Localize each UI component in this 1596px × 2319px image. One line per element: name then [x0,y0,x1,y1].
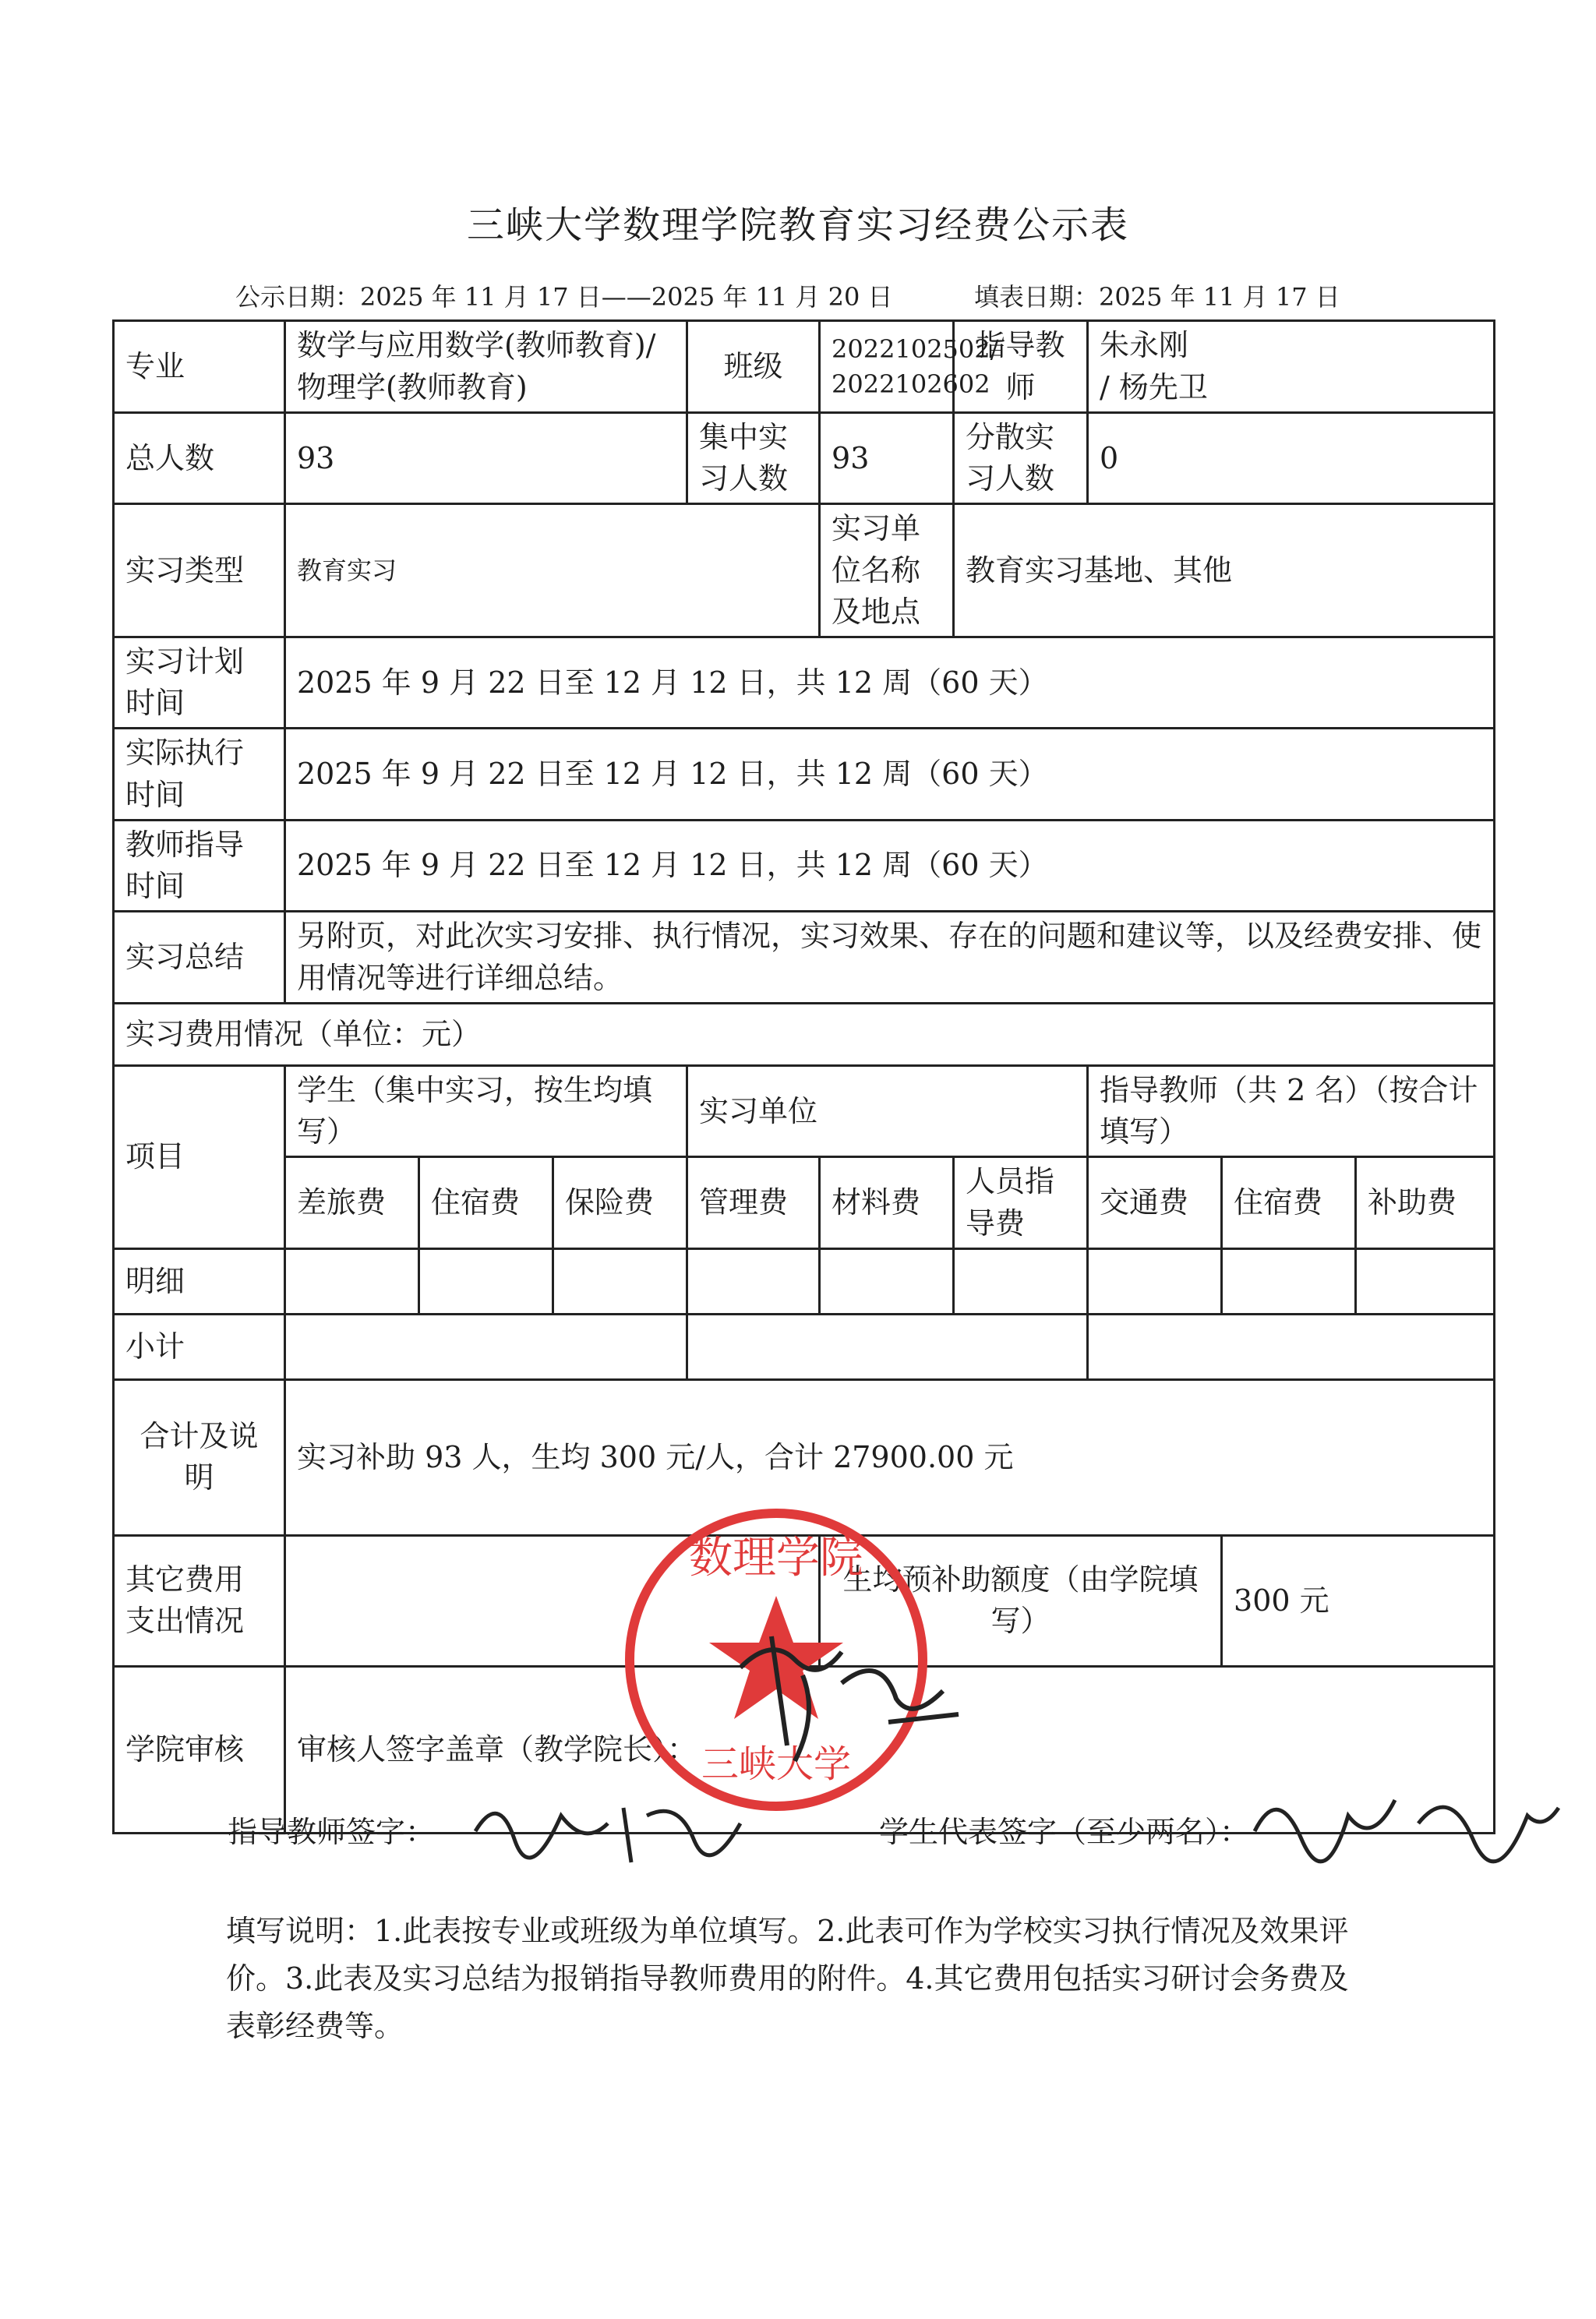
student-signatures [1247,1769,1566,1878]
col-insurance: 保险费 [553,1157,687,1248]
col-travel: 差旅费 [285,1157,419,1248]
class-label: 班级 [687,321,820,413]
detail-cell [1356,1248,1495,1314]
quota-value: 300 元 [1222,1535,1495,1666]
student-sign-label: 学生代表签字（至少两名）： [879,1815,1250,1849]
col-transport: 交通费 [1088,1157,1222,1248]
subtotal-label: 小计 [114,1314,285,1379]
detail-cell [1222,1248,1356,1314]
plan-value: 2025 年 9 月 22 日至 12 月 12 日，共 12 周（60 天） [285,637,1495,728]
col-lodging: 住宿费 [419,1157,553,1248]
item-label: 项目 [114,1066,285,1249]
detail-cell [1088,1248,1222,1314]
detail-cell [553,1248,687,1314]
teacher-signatures [468,1784,756,1870]
col-management: 管理费 [687,1157,820,1248]
student-group-header: 学生（集中实习，按生均填写） [285,1066,687,1157]
class-value-line2: 2022102602 [832,369,990,399]
scattered-value: 0 [1088,413,1495,504]
detail-label: 明细 [114,1248,285,1314]
total-value: 93 [285,413,687,504]
col-staff-guidance: 人员指导费 [954,1157,1088,1248]
subtotal-cell [687,1314,1088,1379]
unit-label: 实习单位名称及地点 [820,504,954,637]
type-value: 教育实习 [285,504,820,637]
unit-value: 教育实习基地、其他 [954,504,1495,637]
concentrated-value: 93 [820,413,954,504]
detail-cell [285,1248,419,1314]
guide-value: 2025 年 9 月 22 日至 12 月 12 日，共 12 周（60 天） [285,820,1495,911]
unit-group-header: 实习单位 [687,1066,1088,1157]
seal-text-top: 数理学院 [689,1533,863,1583]
total-note-value: 实习补助 93 人，生均 300 元/人，合计 27900.00 元 [285,1379,1495,1535]
col-subsidy: 补助费 [1356,1157,1495,1248]
total-label: 总人数 [114,413,285,504]
other-label: 其它费用支出情况 [114,1535,285,1666]
fill-date: 填表日期：2025 年 11 月 17 日 [974,282,1340,312]
subtotal-cell [1088,1314,1495,1379]
total-note-label: 合计及说明 [114,1379,285,1535]
guide-label: 教师指导时间 [114,820,285,911]
quota-label: 生均预补助额度（由学院填写） [820,1535,1222,1666]
teacher-sign-label: 指导教师签字： [228,1815,436,1849]
detail-cell [419,1248,553,1314]
page-title: 三峡大学数理学院教育实习经费公示表 [466,203,1129,247]
teacher-group-header: 指导教师（共 2 名）（按合计填写） [1088,1066,1495,1157]
major-value: 数学与应用数学(教师教育)/物理学(教师教育) [285,321,687,413]
concentrated-label: 集中实习人数 [687,413,820,504]
actual-value: 2025 年 9 月 22 日至 12 月 12 日，共 12 周（60 天） [285,729,1495,820]
teacher-value [1088,321,1495,413]
summary-value: 另附页，对此次实习安排、执行情况，实习效果、存在的问题和建议等，以及经费安排、使用情况等进行详细总结。 [285,912,1495,1004]
seal-text-bottom: 三峡大学 [701,1742,852,1786]
fill-instructions: 填写说明：1.此表按专业或班级为单位填写。2.此表可作为学校实习执行情况及效果评价。3.此表及实习总结为报销指导教师费用的附件。4.其它费用包括实习研讨会务费及表彰经费等。 [226,1914,1349,2043]
teacher-label: 指导教师 [954,321,1088,413]
scattered-label: 分散实习人数 [954,413,1088,504]
publish-date: 公示日期：2025 年 11 月 17 日——2025 年 11 月 20 日 [235,282,893,312]
cost-header: 实习费用情况（单位：元） [114,1004,1495,1066]
class-value [820,321,999,413]
dean-signature [725,1605,982,1792]
review-value: 审核人签字盖章（教学院长）： [285,1666,1495,1833]
teacher-value-line1: 朱永刚 [1100,328,1189,363]
detail-cell [954,1248,1088,1314]
type-label: 实习类型 [114,504,285,637]
plan-label: 实习计划时间 [114,637,285,728]
col-materials: 材料费 [820,1157,954,1248]
actual-label: 实际执行时间 [114,729,285,820]
summary-label: 实习总结 [114,912,285,1004]
subtotal-cell [285,1314,687,1379]
teacher-value-line2: / 杨先卫 [1100,369,1208,404]
detail-cell [687,1248,820,1314]
major-label: 专业 [114,321,285,413]
class-value-line1: 2022102502/ [832,334,999,364]
review-label: 学院审核 [114,1666,285,1833]
col-teacher-lodging: 住宿费 [1222,1157,1356,1248]
detail-cell [820,1248,954,1314]
